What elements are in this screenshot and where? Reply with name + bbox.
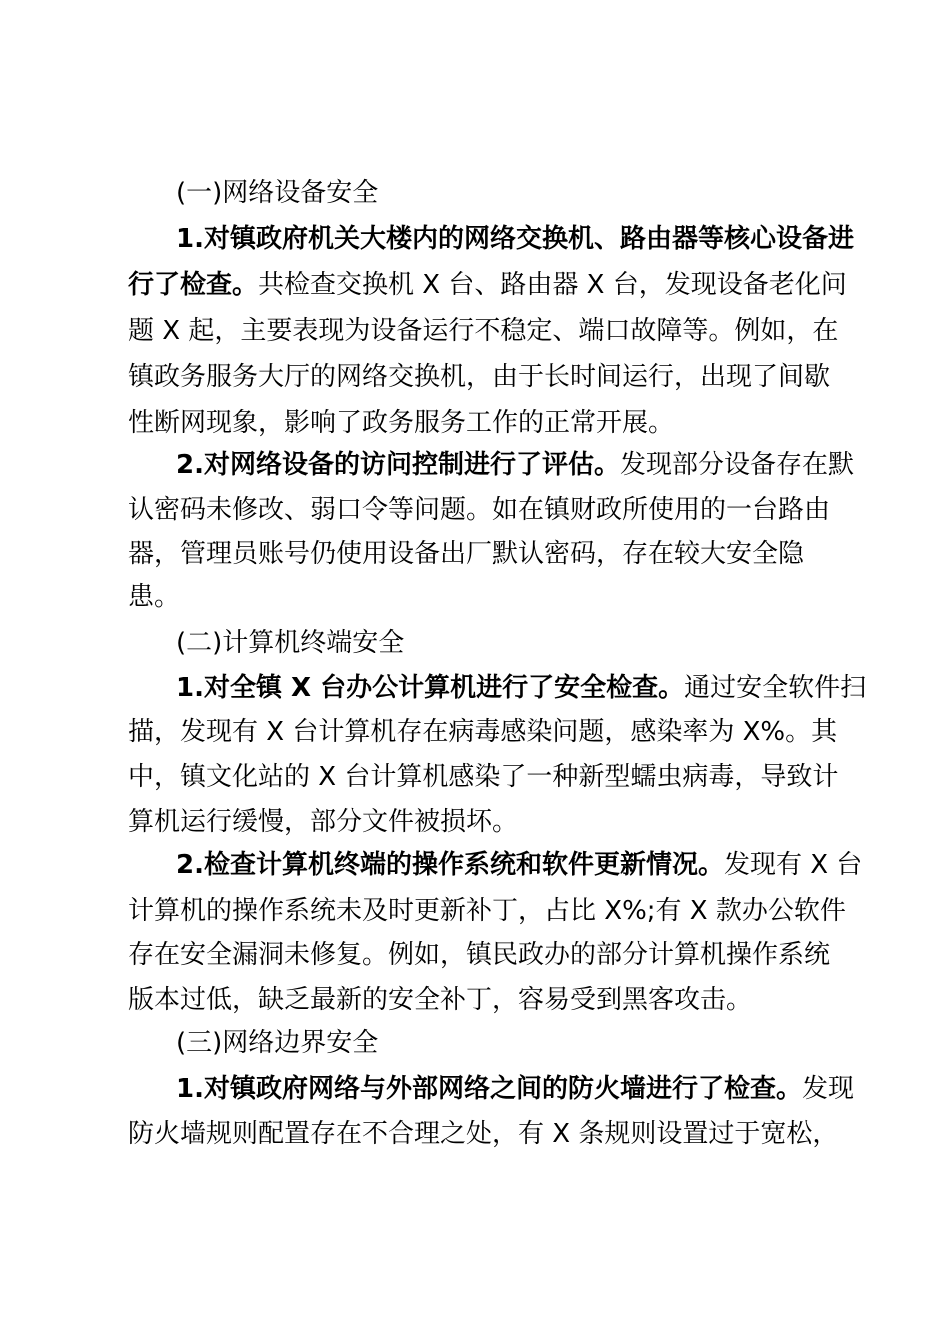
- bold-lead: 1.对镇政府网络与外部网络之间的防火墙进行了检查。: [176, 1074, 802, 1104]
- body-text: 发现部分设备存在默: [619, 450, 854, 480]
- body-text: 性断网现象，影响了政务服务工作的正常开展。: [128, 408, 675, 438]
- paragraph-line: [176, 1066, 854, 1112]
- bold-lead: 行了检查。: [128, 270, 259, 300]
- paragraph-line: [128, 709, 838, 755]
- paragraph-line: [128, 932, 838, 978]
- body-text: 防火墙规则配置存在不合理之处，有 X 条规则设置过于宽松，: [128, 1119, 839, 1149]
- paragraph-line: [176, 842, 863, 888]
- paragraph-line: [128, 1111, 838, 1157]
- paragraph-line: [128, 354, 838, 400]
- body-text: 镇政务服务大厅的网络交换机，由于长时间运行，出现了间歇: [128, 362, 831, 392]
- paragraph-line: [128, 531, 838, 577]
- paragraph-line: [128, 574, 838, 620]
- paragraph-line: [128, 400, 838, 446]
- paragraph-line: [128, 799, 838, 845]
- section-heading: (二)计算机终端安全: [176, 628, 405, 658]
- paragraph-line: [128, 308, 838, 354]
- paragraph-line: [176, 442, 854, 488]
- body-text: 发现有 X 台: [723, 850, 863, 880]
- bold-lead: 2.检查计算机终端的操作系统和软件更新情况。: [176, 850, 724, 880]
- paragraph-line: [128, 888, 846, 934]
- body-text: 认密码未修改、弱口令等问题。如在镇财政所使用的一台路由: [128, 495, 831, 525]
- paragraph-line: [176, 216, 854, 262]
- body-text: 题 X 起，主要表现为设备运行不稳定、端口故障等。例如，在: [128, 316, 839, 346]
- body-text: 器，管理员账号仍使用设备出厂默认密码，存在较大安全隐: [128, 539, 805, 569]
- body-text: 计算机的操作系统未及时更新补丁，占比 X%;有 X 款办公软件: [128, 896, 846, 926]
- paragraph-line: [128, 754, 838, 800]
- section-heading: (三)网络边界安全: [176, 1028, 379, 1058]
- bold-lead: 1.对全镇 X 台办公计算机进行了安全检查。: [176, 673, 685, 703]
- body-text: 通过安全软件扫: [684, 673, 867, 703]
- bold-lead: 2.对网络设备的访问控制进行了评估。: [176, 450, 620, 480]
- body-text: 患。: [128, 582, 181, 612]
- body-text: 算机运行缓慢，部分文件被损坏。: [128, 807, 519, 837]
- body-text: 描，发现有 X 台计算机存在病毒感染问题，感染率为 X%。其: [128, 717, 838, 747]
- section-heading: (一)网络设备安全: [176, 178, 379, 208]
- body-text: 发现: [801, 1074, 854, 1104]
- bold-lead: 1.对镇政府机关大楼内的网络交换机、路由器等核心设备进: [176, 224, 854, 254]
- paragraph-line: [128, 262, 847, 308]
- paragraph-line: [128, 487, 838, 533]
- body-text: 版本过低，缺乏最新的安全补丁，容易受到黑客攻击。: [128, 985, 753, 1015]
- body-text: 存在安全漏洞未修复。例如，镇民政办的部分计算机操作系统: [128, 940, 831, 970]
- body-text: 共检查交换机 X 台、路由器 X 台，发现设备老化问: [258, 270, 847, 300]
- paragraph-line: [176, 665, 867, 711]
- paragraph-line: [128, 977, 838, 1023]
- body-text: 中，镇文化站的 X 台计算机感染了一种新型蠕虫病毒，导致计: [128, 762, 839, 792]
